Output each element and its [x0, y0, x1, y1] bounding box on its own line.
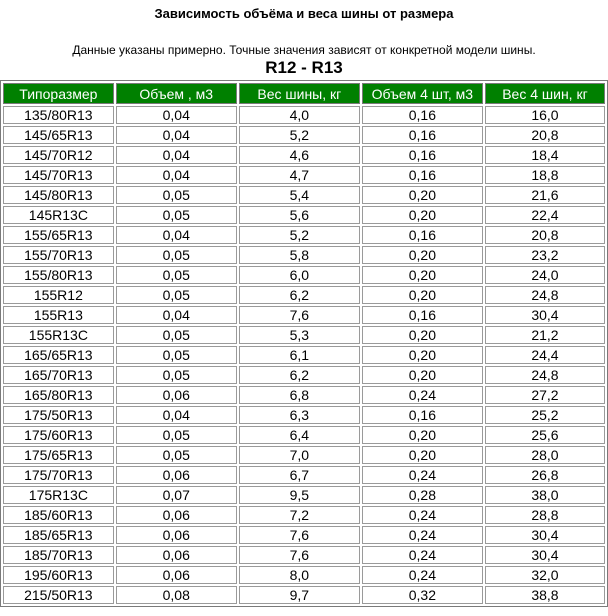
cell-volume-4: 0,16 [362, 126, 483, 144]
cell-weight: 7,6 [239, 306, 360, 324]
table-row [3, 306, 605, 324]
cell-size: 155R13C [3, 326, 114, 344]
cell-weight: 7,6 [239, 546, 360, 564]
cell-size: 155/65R13 [3, 226, 114, 244]
cell-weight-4: 30,4 [485, 546, 605, 564]
cell-volume: 0,06 [116, 466, 237, 484]
table-row [3, 146, 605, 164]
cell-volume-4: 0,20 [362, 446, 483, 464]
cell-weight-4: 24,8 [485, 366, 605, 384]
table-row [3, 246, 605, 264]
cell-weight-4: 25,6 [485, 426, 605, 444]
cell-weight-4: 24,0 [485, 266, 605, 284]
cell-volume-4: 0,24 [362, 526, 483, 544]
cell-volume-4: 0,24 [362, 466, 483, 484]
cell-weight: 6,2 [239, 366, 360, 384]
cell-volume-4: 0,20 [362, 286, 483, 304]
cell-weight: 6,7 [239, 466, 360, 484]
cell-volume-4: 0,16 [362, 146, 483, 164]
cell-weight: 5,3 [239, 326, 360, 344]
cell-weight-4: 27,2 [485, 386, 605, 404]
cell-weight-4: 28,0 [485, 446, 605, 464]
cell-weight: 9,7 [239, 586, 360, 604]
column-header-volume: Объем , м3 [116, 83, 237, 104]
table-row [3, 446, 605, 464]
cell-size: 185/65R13 [3, 526, 114, 544]
cell-weight: 4,0 [239, 106, 360, 124]
table-row [3, 206, 605, 224]
cell-weight: 6,0 [239, 266, 360, 284]
cell-weight: 6,4 [239, 426, 360, 444]
cell-weight-4: 20,8 [485, 226, 605, 244]
cell-volume-4: 0,24 [362, 566, 483, 584]
table-row [3, 426, 605, 444]
page-title: Зависимость объёма и веса шины от размера [154, 6, 454, 21]
cell-volume-4: 0,20 [362, 266, 483, 284]
table-row [3, 126, 605, 144]
cell-volume-4: 0,28 [362, 486, 483, 504]
table-row [3, 546, 605, 564]
column-header-weight-4: Вес 4 шин, кг [485, 83, 605, 104]
column-header-volume-4: Объем 4 шт, м3 [362, 83, 483, 104]
table-row [3, 226, 605, 244]
cell-volume-4: 0,20 [362, 246, 483, 264]
table-row [3, 346, 605, 364]
cell-volume-4: 0,24 [362, 506, 483, 524]
cell-size: 135/80R13 [3, 106, 114, 124]
table-row [3, 106, 605, 124]
cell-volume: 0,06 [116, 566, 237, 584]
cell-volume: 0,05 [116, 266, 237, 284]
table-row [3, 266, 605, 284]
column-header-weight: Вес шины, кг [239, 83, 360, 104]
cell-size: 215/50R13 [3, 586, 114, 604]
cell-weight: 6,8 [239, 386, 360, 404]
cell-weight-4: 18,8 [485, 166, 605, 184]
table-row [3, 506, 605, 524]
cell-weight-4: 24,4 [485, 346, 605, 364]
cell-volume-4: 0,20 [362, 366, 483, 384]
cell-volume: 0,04 [116, 146, 237, 164]
cell-weight: 7,0 [239, 446, 360, 464]
cell-volume: 0,05 [116, 246, 237, 264]
cell-weight: 4,7 [239, 166, 360, 184]
cell-weight: 5,2 [239, 226, 360, 244]
cell-volume: 0,05 [116, 206, 237, 224]
cell-weight-4: 23,2 [485, 246, 605, 264]
cell-size: 175R13C [3, 486, 114, 504]
cell-size: 175/50R13 [3, 406, 114, 424]
table-row [3, 486, 605, 504]
cell-weight: 5,2 [239, 126, 360, 144]
cell-volume: 0,04 [116, 166, 237, 184]
cell-volume-4: 0,16 [362, 166, 483, 184]
cell-volume-4: 0,32 [362, 586, 483, 604]
cell-volume-4: 0,16 [362, 106, 483, 124]
cell-volume: 0,05 [116, 426, 237, 444]
cell-weight: 7,2 [239, 506, 360, 524]
cell-size: 175/60R13 [3, 426, 114, 444]
cell-weight-4: 32,0 [485, 566, 605, 584]
table-row [3, 406, 605, 424]
cell-weight-4: 22,4 [485, 206, 605, 224]
cell-size: 155/70R13 [3, 246, 114, 264]
cell-size: 175/70R13 [3, 466, 114, 484]
cell-volume: 0,07 [116, 486, 237, 504]
cell-volume: 0,04 [116, 106, 237, 124]
cell-volume-4: 0,20 [362, 426, 483, 444]
cell-size: 165/65R13 [3, 346, 114, 364]
cell-weight-4: 28,8 [485, 506, 605, 524]
cell-volume: 0,05 [116, 366, 237, 384]
cell-weight-4: 21,6 [485, 186, 605, 204]
cell-volume: 0,06 [116, 546, 237, 564]
table-header-row [3, 83, 605, 104]
table-row [3, 286, 605, 304]
cell-weight-4: 18,4 [485, 146, 605, 164]
table-row [3, 186, 605, 204]
cell-weight: 4,6 [239, 146, 360, 164]
cell-size: 145/70R12 [3, 146, 114, 164]
cell-weight: 5,8 [239, 246, 360, 264]
cell-size: 155R13 [3, 306, 114, 324]
cell-volume: 0,06 [116, 526, 237, 544]
cell-size: 165/70R13 [3, 366, 114, 384]
cell-weight-4: 25,2 [485, 406, 605, 424]
cell-size: 195/60R13 [3, 566, 114, 584]
cell-weight-4: 21,2 [485, 326, 605, 344]
cell-size: 155R12 [3, 286, 114, 304]
table-row [3, 326, 605, 344]
cell-weight-4: 20,8 [485, 126, 605, 144]
cell-size: 145/80R13 [3, 186, 114, 204]
cell-volume-4: 0,20 [362, 326, 483, 344]
cell-volume: 0,04 [116, 306, 237, 324]
cell-volume: 0,05 [116, 446, 237, 464]
section-title: R12 - R13 [265, 58, 343, 77]
cell-volume: 0,05 [116, 326, 237, 344]
cell-volume: 0,05 [116, 286, 237, 304]
cell-size: 155/80R13 [3, 266, 114, 284]
table-row [3, 566, 605, 584]
cell-volume-4: 0,20 [362, 206, 483, 224]
cell-size: 145R13C [3, 206, 114, 224]
table-row [3, 586, 605, 604]
cell-weight-4: 26,8 [485, 466, 605, 484]
table-row [3, 466, 605, 484]
cell-weight-4: 24,8 [485, 286, 605, 304]
cell-size: 185/60R13 [3, 506, 114, 524]
cell-weight-4: 38,0 [485, 486, 605, 504]
cell-size: 145/70R13 [3, 166, 114, 184]
cell-volume-4: 0,16 [362, 406, 483, 424]
cell-volume-4: 0,24 [362, 546, 483, 564]
cell-volume: 0,04 [116, 226, 237, 244]
cell-weight: 7,6 [239, 526, 360, 544]
cell-size: 175/65R13 [3, 446, 114, 464]
cell-volume: 0,08 [116, 586, 237, 604]
cell-volume-4: 0,20 [362, 186, 483, 204]
cell-volume: 0,04 [116, 126, 237, 144]
table-row [3, 166, 605, 184]
cell-weight-4: 30,4 [485, 526, 605, 544]
cell-volume-4: 0,16 [362, 226, 483, 244]
cell-volume: 0,05 [116, 186, 237, 204]
cell-volume: 0,04 [116, 406, 237, 424]
tire-data-table [0, 80, 608, 607]
table-row [3, 386, 605, 404]
cell-weight: 5,4 [239, 186, 360, 204]
table-body [3, 106, 605, 604]
table-row [3, 366, 605, 384]
cell-size: 165/80R13 [3, 386, 114, 404]
table-row [3, 526, 605, 544]
cell-weight-4: 38,8 [485, 586, 605, 604]
cell-volume-4: 0,20 [362, 346, 483, 364]
cell-volume: 0,06 [116, 506, 237, 524]
cell-size: 145/65R13 [3, 126, 114, 144]
cell-volume: 0,06 [116, 386, 237, 404]
cell-weight: 6,2 [239, 286, 360, 304]
cell-weight: 8,0 [239, 566, 360, 584]
cell-weight-4: 16,0 [485, 106, 605, 124]
cell-volume: 0,05 [116, 346, 237, 364]
cell-weight-4: 30,4 [485, 306, 605, 324]
cell-weight: 5,6 [239, 206, 360, 224]
cell-weight: 6,1 [239, 346, 360, 364]
cell-volume-4: 0,16 [362, 306, 483, 324]
cell-weight: 6,3 [239, 406, 360, 424]
disclaimer-note: Данные указаны примерно. Точные значения зависят от конкретной модели шины. [72, 43, 536, 57]
cell-size: 185/70R13 [3, 546, 114, 564]
cell-weight: 9,5 [239, 486, 360, 504]
column-header-size: Типоразмер [3, 83, 114, 104]
cell-volume-4: 0,24 [362, 386, 483, 404]
